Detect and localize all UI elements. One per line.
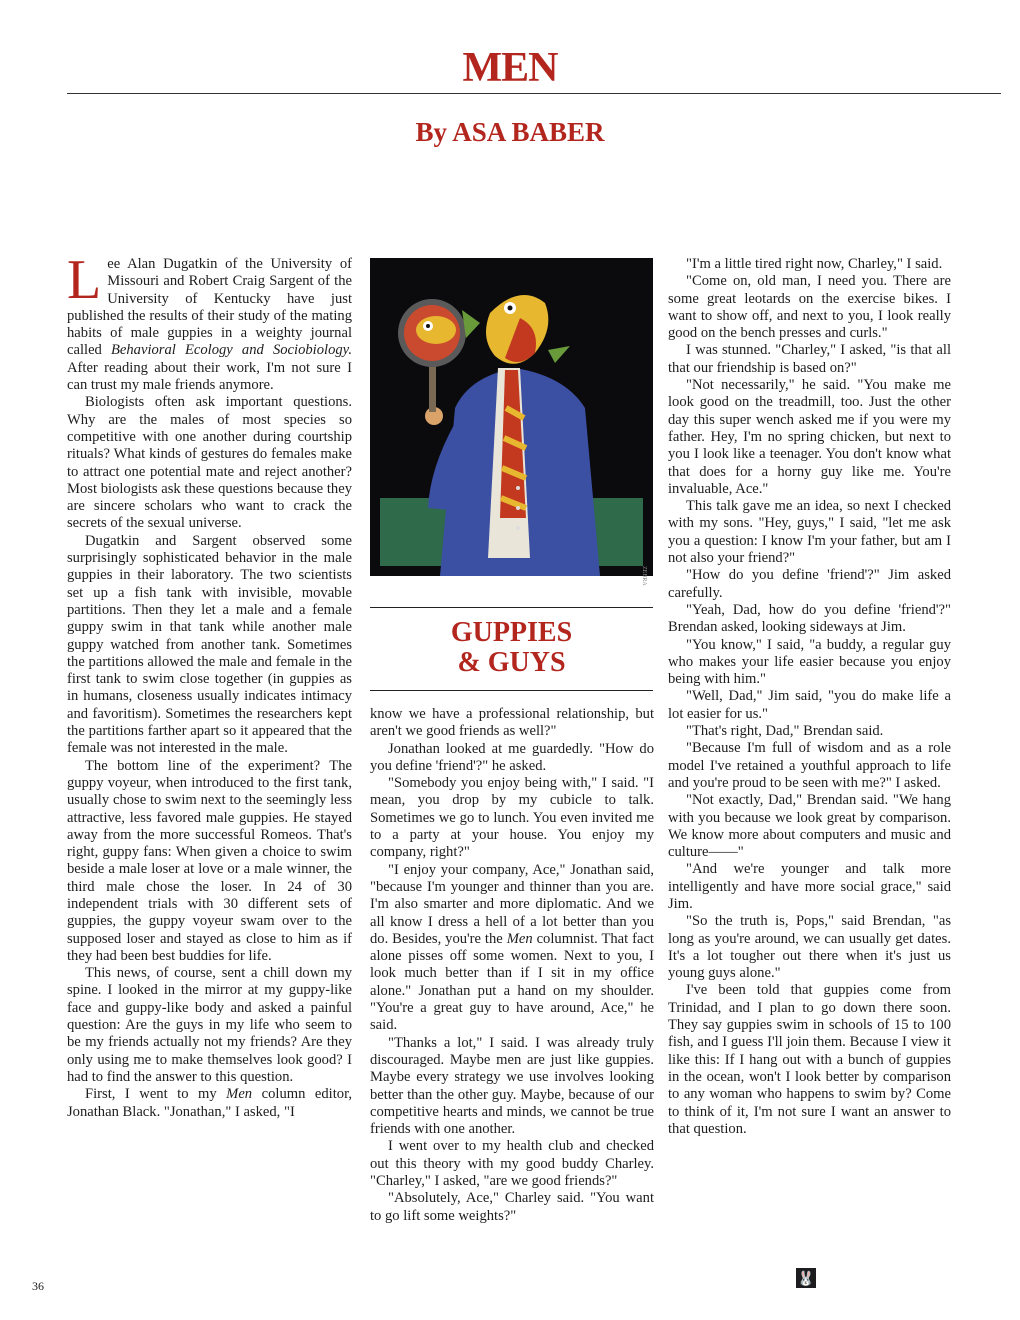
paragraph: First, I went to my Men column editor, Jonathan Black. "Jonathan," I asked, "I: [67, 1086, 352, 1120]
story-title-rule-bottom: [370, 690, 653, 691]
paragraph: "Come on, old man, I need you. There are some great leotards on the exercise bikes. I want to show off, and next to you, I look really good on the bench presses and curls.": [668, 273, 951, 342]
paragraph: Jonathan looked at me guardedly. "How do you define 'friend'?" he asked.: [370, 740, 654, 774]
paragraph: "Well, Dad," Jim said, "you do make life a lot easier for us.": [668, 688, 951, 722]
paragraph: Lee Alan Dugatkin of the University of Missouri and Robert Craig Sargent of the University of Kentucky have just published the results of their study of the mating habits of male guppies in a weighty journal called Behavioral Ecology and Sociobiology. After reading about their work, I'm not sure I can trust my male friends anymore.: [67, 249, 352, 394]
section-title: MEN: [462, 45, 558, 91]
paragraph: "So the truth is, Pops," said Brendan, "as long as you're around, we can usually get dates. It's a lot tougher out there when it's just us young guys alone.": [668, 913, 951, 982]
story-title-rule-top: [370, 607, 653, 608]
paragraph: I went over to my health club and checked out this theory with my good buddy Charley. "Charley," I asked, "are we good friends?": [370, 1138, 654, 1190]
paragraph: "That's right, Dad," Brendan said.: [686, 723, 884, 740]
column-2: [370, 706, 654, 1225]
byline: By ASA BABER: [415, 117, 605, 147]
paragraph: "Thanks a lot," I said. I was already truly discouraged. Maybe men are just like guppies. Maybe every strategy we use involves looking better than the other guy. Maybe, because of our competitive hearts and minds, we cannot be true friends with one another.: [370, 1034, 654, 1138]
header-rule: [67, 93, 1001, 94]
paragraph: know we have a professional relationship, but aren't we good friends as well?": [370, 706, 654, 740]
paragraph: This news, of course, sent a chill down my spine. I looked in the mirror at my guppy-like face and guppy-like body and asked a painful question: Are the guys in my life who seem to be my friends actually not my friends? Are they only using me to make themselves look good? I had to find the answer to this question.: [67, 965, 352, 1085]
story-title: [370, 618, 653, 678]
drop-cap: L: [67, 249, 102, 311]
paragraph: "Absolutely, Ace," Charley said. "You want to go lift some weights?": [370, 1190, 654, 1224]
paragraph: Dugatkin and Sargent observed some surprisingly sophisticated behavior in the male guppies in their laboratory. The two scientists set up a fish tank with invisible, movable partitions. Then they let a male and a female guppy swim in that tank while another male guppy watched from another tank. Sometimes the partitions allowed the male and female in the first tank to swim close together (in guppies as in humans, closeness usually indicates intimacy and favoritism). Sometimes the researchers kept the partitions farther apart so it appeared that the female was not interested in the male.: [67, 532, 352, 757]
paragraph: "I'm a little tired right now, Charley," I said.: [686, 256, 943, 272]
paragraph: "I enjoy your company, Ace," Jonathan said, "because I'm younger and thinner than you are. I'm also smarter and more diplomatic. And we all know I dress a hell of a lot better than you do. Besides, you're the Men columnist. That fact alone pisses off some women. Next to you, I look much better than if I sit in my office alone." Jonathan put a hand on my shoulder. "You're a great guy to have around, Ace," he said.: [370, 861, 654, 1034]
column-1: [67, 249, 352, 1121]
paragraph: "Not exactly, Dad," Brendan said. "We hang with you because we look great by comparison. We know more about computers and music and culture——": [668, 792, 951, 861]
paragraph: "Somebody you enjoy being with," I said. "I mean, you drop by my cubicle to talk. Sometimes we go to lunch. You even invited me to a party at your house. You enjoy my company, right?": [370, 775, 654, 861]
illustration-credit: ZEBRA: [641, 566, 647, 586]
paragraph: "And we're younger and talk more intelligently and have more social grace," said Jim.: [668, 861, 951, 912]
playboy-rabbit-icon: 🐰: [797, 1270, 815, 1286]
paragraph: Biologists often ask important questions. Why are the males of most species so competitive with one another during courtship rituals? What kinds of gestures do females make to attract one potential mate and reject another? Most biologists ask these questions because they are sincere scholars who want to crack the secrets of the sexual universe.: [67, 394, 352, 532]
paragraph: This talk gave me an idea, so next I checked with my sons. "Hey, guys," I said, "let me ask you a question: I know I'm your father, but am I not also your friend?": [668, 498, 951, 567]
paragraph: I was stunned. "Charley," I asked, "is that all that our friendship is based on?": [668, 342, 951, 376]
fish-man-illustration: [370, 258, 653, 576]
paragraph: I've been told that guppies come from Trinidad, and I plan to go down there soon. They say guppies swim in schools of 15 to 100 fish, and I guess I'll join them. Because I view it like this: If I hang out with a bunch of guppies in the ocean, won't I look better by comparison to any woman who happens to swim by? Come to think of it, I'm not sure I want an answer to that question.: [668, 982, 951, 1137]
story-title-line: & GUYS: [457, 647, 566, 678]
illustration-svg: [370, 258, 653, 576]
column-3: [668, 256, 951, 1138]
paragraph: The bottom line of the experiment? The guppy voyeur, when introduced to the first tank, usually chose to swim next to the seemingly less attractive, less favored male guppies. He stayed away from the more successful Romeos. That's right, guppy fans: When given a choice to swim beside a male loser at love or a male winner, the third male chose the loser. In 24 of 30 independent trials with 30 different sets of guppies, the guppy voyeur swam over to the supposed loser and stayed as close to him as if they had been best buddies for life.: [67, 757, 352, 964]
paragraph: "Yeah, Dad, how do you define 'friend'?" Brendan asked, looking sideways at Jim.: [668, 601, 951, 636]
paragraph: "Not necessarily," he said. "You make me look good on the treadmill, too. Just the other day this super wench asked me if you were my father. Hey, I'm no spring chicken, but next to you I look like a teenager. You don't know what that does for a horny guy like me. You're invaluable, Ace.": [668, 377, 951, 497]
story-title-line: GUPPIES: [450, 617, 573, 648]
paragraph: "How do you define 'friend'?" Jim asked carefully.: [668, 567, 951, 601]
paragraph: "You know," I said, "a buddy, a regular guy who makes your life easier because you enjoy being with him.": [668, 636, 951, 688]
paragraph: "Because I'm full of wisdom and as a role model I've retained a youthful approach to life and you're proud to be seen with me?" I asked.: [668, 740, 951, 791]
page-number: 36: [32, 1279, 44, 1293]
